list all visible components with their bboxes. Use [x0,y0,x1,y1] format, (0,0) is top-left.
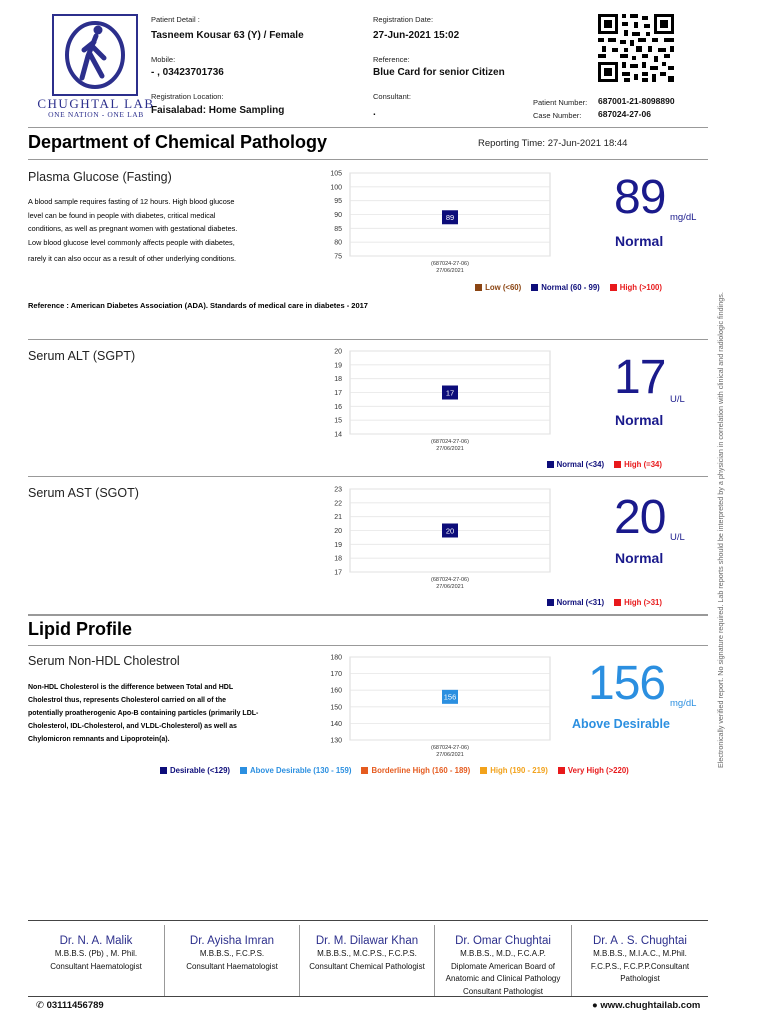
non-hdl-legend-item [558,766,629,775]
glucose-legend-item [475,283,521,292]
reporting-time-label: Reporting Time: [478,138,546,149]
non-hdl-chart [320,650,560,764]
chart-x-tick-label: (687024-27-06) [431,745,469,751]
ast-chart [320,482,560,596]
globe-icon: ● [592,1000,598,1011]
chart-y-tick-label: 140 [330,720,342,728]
ast-result-value: 20 [614,491,666,544]
alt-result-value: 17 [614,351,666,404]
lipid-section-title: Lipid Profile [28,619,133,639]
chart-y-tick-label: 170 [330,671,342,679]
doctor-title: Pathologist [620,974,660,983]
non-hdl-legend-label: Very High (>220) [567,766,629,775]
reg-date-label: Registration Date: [373,15,434,24]
glucose-reference: Reference : American Diabetes Association (ADA). Standards of medical care in diabetes - 2017 [28,301,368,310]
non-hdl-legend [150,766,629,775]
alt-legend-swatch [547,461,554,468]
glucose-divider [28,339,708,340]
non-hdl-legend-swatch [240,767,247,774]
footer-divider [28,996,708,997]
doctor-signatures [28,920,708,996]
glucose-description-line: A blood sample requires fasting of 12 hours. High blood glucose [28,197,235,206]
glucose-legend-label: Normal (60 - 99) [541,283,600,292]
walking-man-logo-icon [54,16,136,94]
doctor-card [165,925,299,995]
ast-legend-item [614,598,662,607]
chart-y-tick-label: 14 [334,431,342,439]
doctor-name: Dr. M. Dilawar Khan [315,935,419,947]
non-hdl-legend-swatch [480,767,487,774]
doctor-title: Consultant Pathologist [462,986,544,996]
ast-legend-label: High (>31) [624,598,662,607]
non-hdl-legend-swatch [160,767,167,774]
case-number-label: Case Number: [533,111,582,120]
mobile-value: - , 03423701736 [151,67,224,78]
doctor-name: Dr. Ayisha Imran [189,935,275,947]
alt-legend-label: High (=34) [624,460,662,469]
ast-legend-swatch [614,599,621,606]
lab-phone[interactable] [36,1000,104,1011]
ast-legend-label: Normal (<31) [556,598,605,607]
glucose-legend-swatch [475,284,482,291]
doctor-name: Dr. Omar Chughtai [455,935,551,947]
chart-y-tick-label: 85 [334,225,342,233]
reference-label: Reference: [373,55,410,64]
location-label: Registration Location: [151,92,224,101]
patient-detail-value: Tasneem Kousar 63 (Y) / Female [151,30,304,41]
non-hdl-legend-swatch [558,767,565,774]
alt-test-name: Serum ALT (SGPT) [28,349,136,363]
chart-y-tick-label: 20 [334,348,342,356]
doctor-card [28,925,164,995]
location-value: Faisalabad: Home Sampling [151,105,285,116]
alt-result-status: Normal [615,412,664,428]
reg-date-value: 27-Jun-2021 15:02 [373,30,460,41]
non-hdl-description-line: Cholestrol thus, represents Cholesterol carried on all of the [28,697,226,704]
brand-tagline: ONE NATION - ONE LAB [48,110,144,119]
non-hdl-description-line: Cholesterol, IDL-Cholesterol, and VLDL-Cholesterol) as well as [28,723,237,730]
chart-y-tick-label: 15 [334,417,342,425]
alt-result-unit: U/L [670,394,685,405]
alt-chart [320,344,560,458]
chart-x-tick-label: (687024-27-06) [431,261,469,267]
alt-divider [28,476,708,477]
glucose-chart [320,166,560,280]
glucose-legend-swatch [531,284,538,291]
patient-number-value: 687001-21-8098890 [598,96,675,106]
lipid-section-divider [28,614,708,616]
glucose-legend-label: Low (<60) [485,283,522,292]
doctor-card [572,925,708,995]
lab-website-url: www.chughtailab.com [600,1000,701,1011]
glucose-legend-item [610,283,662,292]
non-hdl-legend-item [160,766,230,775]
doctor-title: Anatomic and Clinical Pathology [445,974,561,983]
doctor-card [435,925,571,995]
chart-x-tick-label: 27/06/2021 [436,446,464,452]
chart-y-tick-label: 17 [334,390,342,397]
chart-y-tick-label: 130 [330,737,342,745]
non-hdl-result-unit: mg/dL [670,698,697,709]
non-hdl-description-line: Chylomicron remnants and Lipoprotein(a). [28,736,170,743]
chart-y-tick-label: 100 [330,184,342,192]
phone-icon: ✆ [36,1000,44,1011]
doctor-title: Consultant Haematologist [50,961,142,971]
non-hdl-legend-label: Desirable (<129) [170,766,231,775]
chart-y-tick-label: 21 [334,514,342,522]
chart-y-tick-label: 95 [334,198,342,206]
chart-y-tick-label: 105 [330,170,342,178]
verification-note: Electronically verified report. No signature required. Lab reports should be interpreted by a physician in correlation with clinical and radiologic findings. [716,292,725,768]
patient-number-label: Patient Number: [533,98,588,107]
lab-phone-number: 03111456789 [46,1000,104,1011]
header-divider [28,127,708,128]
glucose-result-value: 89 [614,171,666,224]
chart-x-tick-label: 27/06/2021 [436,268,464,274]
doctor-qualification: M.B.B.S., M.D., F.C.A.P. [460,949,546,958]
doctor-qualification: M.B.B.S., M.C.P.S., F.C.P.S. [317,949,417,958]
doctor-title: Consultant Chemical Pathologist [309,961,425,971]
chart-x-tick-label: (687024-27-06) [431,439,469,445]
department-title: Department of Chemical Pathology [28,132,328,152]
doctor-title: F.C.P.S., F.C.P.P.Consultant [590,961,690,971]
alt-legend-swatch [614,461,621,468]
chart-x-tick-label: 27/06/2021 [436,584,464,590]
doctor-qualification: M.B.B.S. (Pb) , M. Phil. [54,949,138,958]
chart-y-tick-label: 19 [334,362,342,370]
department-divider [28,159,708,160]
glucose-test-name: Plasma Glucose (Fasting) [28,170,172,184]
non-hdl-legend-swatch [361,767,368,774]
consultant-value: . [373,107,376,118]
ast-legend-item [547,598,604,607]
doctor-title: Consultant Haematologist [186,961,278,971]
alt-legend-item [614,460,662,469]
ast-legend-swatch [547,599,554,606]
ast-test-name: Serum AST (SGOT) [28,486,139,500]
reference-value: Blue Card for senior Citizen [373,67,505,78]
glucose-description-line: Low blood glucose level commonly affects people with diabetes, [28,237,235,247]
patient-detail-label: Patient Detail : [151,15,200,24]
ast-result-unit: U/L [670,532,685,543]
chart-y-tick-label: 20 [334,528,342,535]
glucose-description-line: rarely it can also occur as a result of other underlying conditions. [28,254,237,263]
chart-y-tick-label: 180 [330,654,342,662]
chart-y-tick-label: 18 [334,555,342,563]
non-hdl-legend-label: High (190 - 219) [490,766,548,775]
reporting-time [478,138,627,149]
chart-y-tick-label: 18 [334,376,342,384]
chart-y-tick-label: 150 [330,704,342,712]
glucose-description [28,195,318,266]
alt-legend-label: Normal (<34) [556,460,605,469]
chart-data-label: 156 [443,692,457,702]
non-hdl-result-value: 156 [588,657,666,710]
non-hdl-result-status: Above Desirable [572,717,670,731]
consultant-label: Consultant: [373,92,411,101]
glucose-legend-swatch [610,284,617,291]
chart-y-tick-label: 80 [334,239,342,247]
chart-y-tick-label: 17 [334,569,342,577]
glucose-result-unit: mg/dL [670,212,697,223]
case-number-value: 687024-27-06 [598,109,651,119]
non-hdl-test-name: Serum Non-HDL Cholestrol [28,654,180,668]
non-hdl-legend-item [361,766,470,775]
chart-data-label: 89 [445,213,455,223]
chart-data-label: 20 [445,526,455,536]
non-hdl-description-line: potentially proatherogenic Apo-B containing particles (primarily LDL- [28,710,259,717]
chart-y-tick-label: 75 [334,253,342,261]
glucose-description-line: conditions, as well as pregnant women with gestational diabetes. [28,224,238,233]
doctor-qualification: M.B.B.S., F.C.P.S. [199,949,265,958]
ast-legend [537,598,662,607]
lipid-title-divider [28,645,708,646]
lab-website[interactable] [592,1000,700,1011]
chart-y-tick-label: 160 [330,687,342,695]
alt-legend-item [547,460,604,469]
non-hdl-description [28,681,318,746]
qr-code-icon [598,14,674,82]
doctor-qualification: M.B.B.S., M.I.A.C., M.Phil. [593,949,687,958]
non-hdl-legend-label: Above Desirable (130 - 159) [250,766,352,775]
glucose-legend-label: High (>100) [619,283,662,292]
chart-y-tick-label: 19 [334,541,342,549]
lab-logo [52,14,138,96]
non-hdl-description-line: Non-HDL Cholesterol is the difference between Total and HDL [28,684,234,691]
doctor-name: Dr. N. A. Malik [59,935,133,947]
doctor-name: Dr. A . S. Chughtai [593,935,687,947]
glucose-description-line: level can be found in people with diabetes, critical medical [28,210,216,220]
glucose-legend-item [531,283,600,292]
glucose-legend [465,283,662,292]
alt-legend [537,460,662,469]
brand-name: CHUGHTAL LAB [37,96,155,111]
chart-y-tick-label: 16 [334,403,342,411]
non-hdl-legend-item [240,766,351,775]
chart-y-tick-label: 23 [334,486,342,494]
non-hdl-legend-label: Borderline High (160 - 189) [371,766,471,775]
doctor-title: Diplomate American Board of [450,961,556,971]
non-hdl-legend-item [480,766,548,775]
chart-x-tick-label: 27/06/2021 [436,752,464,758]
reporting-time-value: 27-Jun-2021 18:44 [547,138,628,149]
chart-y-tick-label: 22 [334,500,342,508]
doctor-card [300,925,434,995]
ast-result-status: Normal [615,550,664,566]
chart-data-label: 17 [445,388,455,398]
chart-y-tick-label: 90 [334,212,342,219]
mobile-label: Mobile: [151,55,176,64]
chart-x-tick-label: (687024-27-06) [431,577,469,583]
glucose-result-status: Normal [615,233,664,249]
